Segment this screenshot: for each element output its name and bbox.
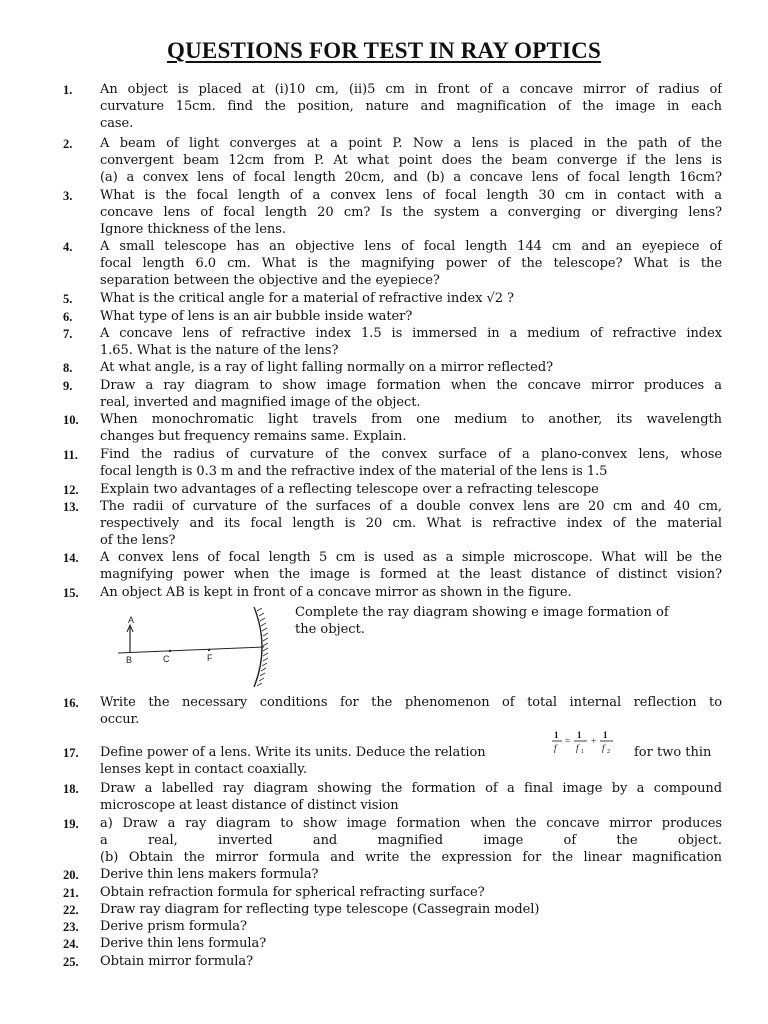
question-number: 19.	[63, 817, 79, 831]
question-line: A small telescope has an objective lens of focal length 144 cm and an eyepiece of	[100, 239, 722, 254]
question-number: 6.	[63, 310, 73, 324]
question-number: 12.	[63, 483, 79, 497]
question-number: 16.	[63, 696, 79, 710]
question-line: 1.65. What is the nature of the lens?	[100, 343, 339, 359]
question-line: The radii of curvature of the surfaces of a double convex lens are 20 cm and 40 cm,	[100, 499, 722, 514]
question-line: What is the critical angle for a material of refractive index √2 ?	[100, 291, 514, 306]
question-number: 10.	[63, 413, 79, 427]
question-number: 14.	[63, 551, 79, 565]
concave-mirror-figure	[108, 605, 288, 691]
question-line: microscope at least distance of distinct vision	[100, 798, 399, 814]
question-line: a real, inverted and magnified image of the object.	[100, 833, 722, 849]
question-number: 13.	[63, 500, 79, 514]
question-line: Find the radius of curvature of the convex surface of a plano-convex lens, whose	[100, 447, 722, 462]
page-title: QUESTIONS FOR TEST IN RAY OPTICS	[167, 38, 601, 63]
question-line: Obtain refraction formula for spherical refracting surface?	[100, 885, 485, 900]
question-15-instructions	[295, 604, 725, 638]
question-line: Derive thin lens formula?	[100, 936, 267, 951]
question-line: of the lens?	[100, 533, 176, 549]
question-line: focal length is 0.3 m and the refractive index of the material of the lens is 1.5	[100, 464, 608, 480]
question-line: (b) Obtain the mirror formula and write the expression for the linear magnification	[100, 850, 722, 866]
question-line: focal length 6.0 cm. What is the magnifying power of the telescope? What is the	[100, 256, 722, 272]
question-line: curvature 15cm. find the position, nature and magnification of the image in each	[100, 99, 722, 115]
center-of-curvature-point	[169, 650, 171, 652]
question-number: 22.	[63, 903, 79, 917]
question-line: Derive prism formula?	[100, 919, 247, 934]
question-line: occur.	[100, 712, 140, 728]
label-b: B	[126, 655, 133, 665]
question-number: 18.	[63, 782, 79, 796]
question-line: Define power of a lens. Write its units. Deduce the relation	[100, 745, 486, 760]
question-line: Write the necessary conditions for the phenomenon of total internal reflection to	[100, 695, 722, 710]
question-line: An object is placed at (i)10 cm, (ii)5 cm in front of a concave mirror of radius of	[100, 82, 722, 97]
formula-denominator: f	[576, 743, 579, 753]
question-line: What type of lens is an air bubble inside water?	[100, 309, 413, 324]
question-line: Draw a labelled ray diagram showing the formation of a final image by a compound	[100, 781, 722, 796]
label-f: F	[207, 653, 213, 663]
question-number: 11.	[63, 448, 78, 462]
question-line: When monochromatic light travels from one medium to another, its wavelength	[100, 412, 722, 427]
formula-numerator: 1	[577, 730, 582, 740]
question-number: 25.	[63, 955, 79, 969]
question-number: 20.	[63, 868, 79, 882]
question-17-tail: for two thin	[634, 745, 712, 760]
question-line: Ignore thickness of the lens.	[100, 222, 286, 238]
question-number: 8.	[63, 361, 73, 375]
lens-combination-formula	[551, 728, 631, 758]
question-line: concave lens of focal length 20 cm? Is the system a converging or diverging lens?	[100, 205, 722, 221]
question-line: A beam of light converges at a point P. Now a lens is placed in the path of the	[100, 136, 722, 151]
formula-equals: =	[565, 736, 571, 746]
formula-denominator: f	[554, 743, 557, 753]
question-number: 2.	[63, 137, 73, 151]
question-line: At what angle, is a ray of light falling normally on a mirror reflected?	[100, 360, 554, 375]
question-line: Draw ray diagram for reflecting type telescope (Cassegrain model)	[100, 902, 540, 917]
question-line: respectively and its focal length is 20 cm. What is refractive index of the material	[100, 516, 722, 532]
principal-axis	[118, 647, 264, 653]
formula-numerator: 1	[603, 730, 608, 740]
question-line: A convex lens of focal length 5 cm is used as a simple microscope. What will be the	[100, 550, 722, 565]
question-line: real, inverted and magnified image of the object.	[100, 395, 421, 411]
formula-plus: +	[591, 736, 597, 746]
formula-subscript: 1	[581, 749, 584, 755]
focus-point	[208, 649, 210, 651]
question-line: convergent beam 12cm from P. At what point does the beam converge if the lens is	[100, 153, 722, 169]
question-line: Draw a ray diagram to show image formation when the concave mirror produces a	[100, 378, 722, 393]
question-number: 24.	[63, 937, 79, 951]
question-number: 9.	[63, 379, 73, 393]
question-number: 3.	[63, 189, 73, 203]
question-number: 21.	[63, 886, 79, 900]
question-line: case.	[100, 116, 134, 132]
question-line: Complete the ray diagram showing e image formation of	[295, 605, 669, 620]
question-line: separation between the objective and the eyepiece?	[100, 273, 440, 289]
question-line: (a) a convex lens of focal length 20cm, and (b) a concave lens of focal length 16cm?	[100, 170, 722, 186]
question-line: lenses kept in contact coaxially.	[100, 762, 307, 778]
question-line: Derive thin lens makers formula?	[100, 867, 319, 882]
formula-numerator: 1	[554, 730, 559, 740]
question-number: 23.	[63, 920, 79, 934]
question-line: a) Draw a ray diagram to show image formation when the concave mirror produces	[100, 816, 722, 831]
question-line: What is the focal length of a convex lens of focal length 30 cm in contact with a	[100, 188, 722, 203]
question-line: A concave lens of refractive index 1.5 is immersed in a medium of refractive index	[100, 326, 722, 341]
formula-denominator: f	[602, 743, 605, 753]
formula-subscript: 2	[607, 749, 610, 755]
question-number: 4.	[63, 240, 73, 254]
question-number: 17.	[63, 746, 79, 760]
question-line: Obtain mirror formula?	[100, 954, 254, 969]
question-line: An object AB is kept in front of a concave mirror as shown in the figure.	[100, 585, 572, 600]
question-number: 7.	[63, 327, 73, 341]
question-number: 1.	[63, 83, 73, 97]
label-a: A	[128, 615, 135, 625]
question-line: Explain two advantages of a reflecting telescope over a refracting telescope	[100, 482, 599, 497]
label-c: C	[163, 654, 170, 664]
question-number: 15.	[63, 586, 79, 600]
question-line: magnifying power when the image is formed at the least distance of distinct vision?	[100, 567, 722, 583]
question-number: 5.	[63, 292, 73, 306]
question-line: changes but frequency remains same. Explain.	[100, 429, 407, 445]
question-line: the object.	[295, 622, 365, 638]
